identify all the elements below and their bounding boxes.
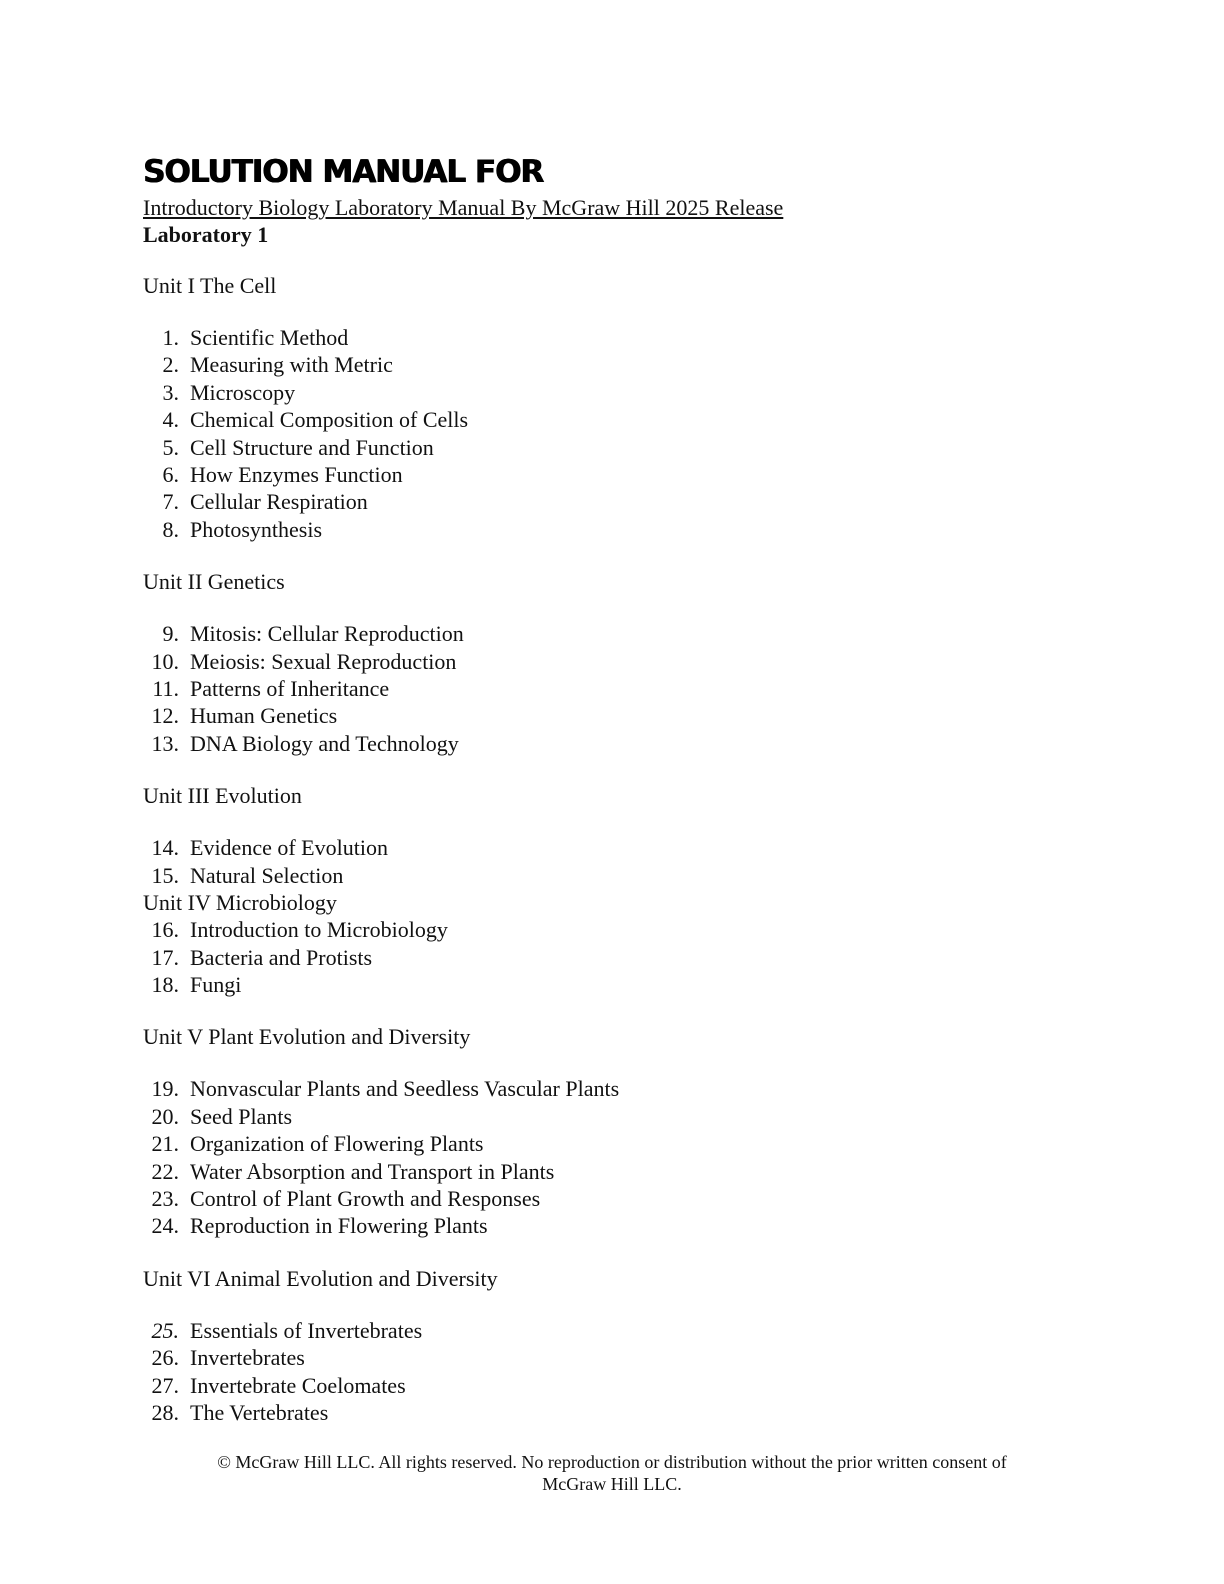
item-number: 15. — [151, 862, 179, 888]
item-number: 4. — [162, 407, 179, 433]
list-item — [143, 1075, 1143, 1102]
list-item — [143, 862, 1143, 889]
item-title: DNA Biology and Technology — [190, 730, 459, 756]
lab-list — [143, 834, 1143, 889]
list-item — [143, 944, 1143, 971]
item-title: Seed Plants — [190, 1103, 293, 1129]
list-item — [143, 516, 1143, 543]
list-item — [143, 1344, 1143, 1371]
list-item — [143, 406, 1143, 433]
item-number: 1. — [162, 325, 179, 350]
item-title: Meiosis: Sexual Reproduction — [190, 648, 457, 674]
list-item — [143, 730, 1143, 757]
item-number: 19. — [151, 1076, 179, 1102]
item-title: Mitosis: Cellular Reproduction — [190, 621, 464, 647]
item-title: Control of Plant Growth and Responses — [190, 1185, 541, 1211]
list-item — [143, 620, 1143, 647]
lab-list — [143, 916, 1143, 998]
list-item — [143, 461, 1143, 488]
item-title: Patterns of Inheritance — [190, 676, 390, 702]
item-number: 28. — [151, 1399, 179, 1425]
item-number: 5. — [162, 434, 179, 460]
copyright-line-1: © McGraw Hill LLC. All rights reserved. No reproduction or distribution without the prior written consent of — [217, 1452, 1007, 1472]
item-title: Human Genetics — [190, 703, 338, 729]
list-item — [143, 916, 1143, 943]
copyright-line-2: McGraw Hill LLC. — [542, 1474, 682, 1494]
item-number: 2. — [162, 352, 179, 378]
item-number: 17. — [151, 944, 179, 970]
unit-section-1 — [143, 272, 1143, 543]
list-item — [143, 1103, 1143, 1130]
unit-section-6 — [143, 1265, 1143, 1427]
item-title: Organization of Flowering Plants — [190, 1131, 484, 1157]
unit-heading: Unit V Plant Evolution and Diversity — [143, 1024, 471, 1050]
item-title: Nonvascular Plants and Seedless Vascular Plants — [190, 1076, 620, 1102]
item-number: 25. — [151, 1317, 179, 1343]
lab-list — [143, 1317, 1143, 1427]
list-item — [143, 702, 1143, 729]
document-title: SOLUTION MANUAL FOR — [143, 154, 544, 190]
list-item — [143, 379, 1143, 406]
list-item — [143, 648, 1143, 675]
item-title: Cell Structure and Function — [190, 434, 434, 460]
list-item — [143, 834, 1143, 861]
item-number: 8. — [162, 516, 179, 542]
item-title: Scientific Method — [190, 325, 349, 350]
item-number: 3. — [162, 379, 179, 405]
unit-section-3 — [143, 782, 1143, 889]
item-number: 12. — [151, 703, 179, 729]
item-number: 21. — [151, 1131, 179, 1157]
list-item — [143, 434, 1143, 461]
item-number: 7. — [162, 489, 179, 515]
unit-heading: Unit II Genetics — [143, 569, 285, 595]
copyright-footer — [0, 1451, 1224, 1495]
item-title: Reproduction in Flowering Plants — [190, 1213, 488, 1239]
unit-section-5 — [143, 1023, 1143, 1239]
item-number: 18. — [151, 971, 179, 997]
list-item — [143, 675, 1143, 702]
unit-heading: Unit I The Cell — [143, 273, 277, 298]
item-number: 16. — [151, 917, 179, 943]
list-item — [143, 488, 1143, 515]
item-number: 24. — [151, 1213, 179, 1239]
list-item — [143, 1130, 1143, 1157]
item-title: Natural Selection — [190, 862, 344, 888]
item-number: 6. — [162, 462, 179, 488]
unit-heading: Unit III Evolution — [143, 783, 302, 809]
item-title: Chemical Composition of Cells — [190, 407, 469, 433]
list-item — [143, 1158, 1143, 1185]
lab-heading: Laboratory 1 — [143, 222, 269, 247]
item-number: 14. — [151, 835, 179, 861]
unit-heading: Unit VI Animal Evolution and Diversity — [143, 1265, 498, 1291]
item-title: Photosynthesis — [190, 516, 323, 542]
item-title: How Enzymes Function — [190, 462, 403, 488]
item-title: Measuring with Metric — [190, 352, 393, 378]
lab-list — [143, 324, 1143, 543]
item-number: 10. — [151, 648, 179, 674]
item-number: 26. — [151, 1345, 179, 1371]
list-item — [143, 1399, 1143, 1426]
unit-section-4 — [143, 889, 1143, 998]
item-title: Introduction to Microbiology — [190, 917, 448, 943]
item-number: 11. — [152, 676, 179, 702]
lab-list — [143, 1075, 1143, 1239]
list-item — [143, 324, 1143, 351]
unit-section-2 — [143, 568, 1143, 757]
page-content — [143, 150, 1143, 1426]
item-title: Essentials of Invertebrates — [190, 1317, 423, 1343]
item-title: Evidence of Evolution — [190, 835, 388, 861]
item-number: 27. — [151, 1372, 179, 1398]
item-title: Fungi — [190, 971, 242, 997]
list-item — [143, 1372, 1143, 1399]
document-subtitle: Introductory Biology Laboratory Manual By McGraw Hill 2025 Release — [143, 195, 784, 220]
item-title: Water Absorption and Transport in Plants — [190, 1158, 555, 1184]
list-item — [143, 971, 1143, 998]
item-title: Invertebrate Coelomates — [190, 1372, 406, 1398]
item-number: 23. — [151, 1185, 179, 1211]
item-title: The Vertebrates — [190, 1399, 329, 1425]
item-number: 13. — [151, 730, 179, 756]
list-item — [143, 1317, 1143, 1344]
item-number: 22. — [151, 1158, 179, 1184]
item-title: Invertebrates — [190, 1345, 305, 1371]
unit-heading: Unit IV Microbiology — [143, 890, 337, 916]
item-title: Cellular Respiration — [190, 489, 368, 515]
list-item — [143, 351, 1143, 378]
item-title: Microscopy — [190, 379, 296, 405]
list-item — [143, 1185, 1143, 1212]
item-number: 9. — [162, 621, 179, 647]
lab-list — [143, 620, 1143, 757]
list-item — [143, 1212, 1143, 1239]
item-title: Bacteria and Protists — [190, 944, 373, 970]
item-number: 20. — [151, 1103, 179, 1129]
